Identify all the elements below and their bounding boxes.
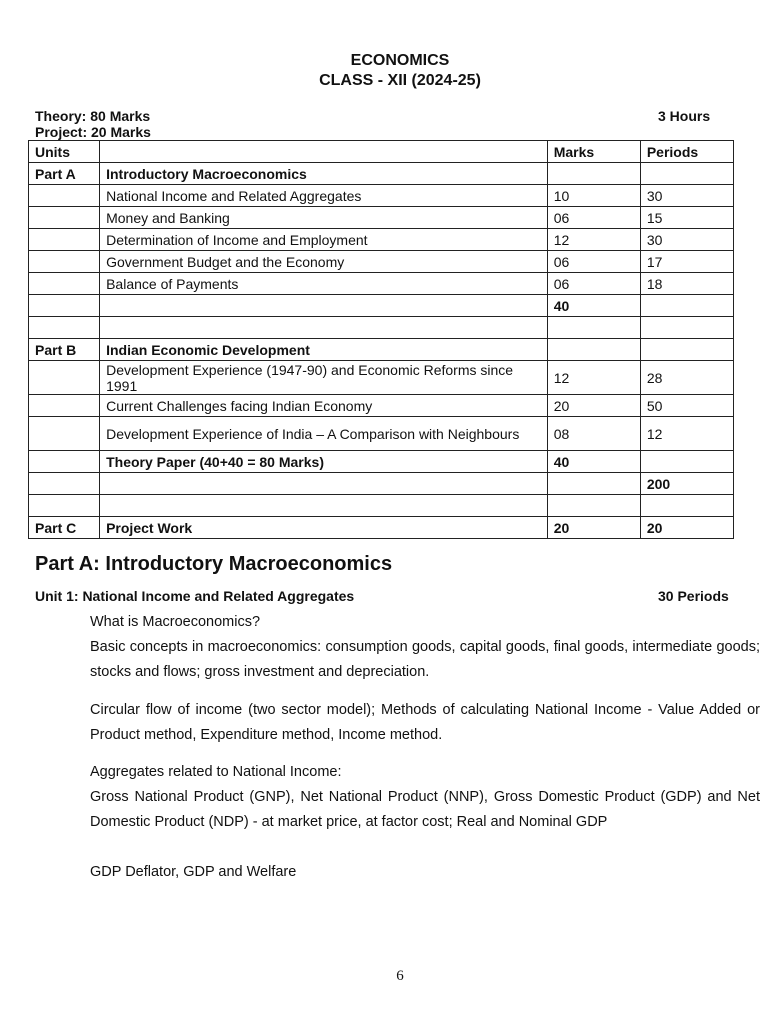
periods-cell: 28 <box>640 361 733 395</box>
table-row <box>29 339 734 361</box>
table-row <box>29 317 734 339</box>
periods-cell <box>640 339 733 361</box>
unit-name: Determination of Income and Employment <box>100 229 548 251</box>
part-title: Introductory Macroeconomics <box>100 163 548 185</box>
table-row <box>29 451 734 473</box>
marks-cell <box>547 339 640 361</box>
part-label <box>29 207 100 229</box>
marks-cell: 06 <box>547 207 640 229</box>
subtotal-marks: 40 <box>547 295 640 317</box>
periods-cell: 20 <box>640 517 733 539</box>
periods-cell: 15 <box>640 207 733 229</box>
paragraph: Aggregates related to National Income: <box>90 764 342 780</box>
unit-name: Money and Banking <box>100 207 548 229</box>
total-periods: 200 <box>640 473 733 495</box>
periods-cell: 18 <box>640 273 733 295</box>
part-label <box>29 251 100 273</box>
part-label <box>29 273 100 295</box>
periods-cell: 12 <box>640 417 733 451</box>
unit-name: Development Experience (1947-90) and Economic Reforms since 1991 <box>100 361 548 395</box>
unit-name: National Income and Related Aggregates <box>100 185 548 207</box>
part-label <box>29 229 100 251</box>
part-label <box>29 295 100 317</box>
project-marks: Project: 20 Marks <box>35 124 151 140</box>
paragraph: GDP Deflator, GDP and Welfare <box>90 864 297 880</box>
unit-name <box>100 473 548 495</box>
table-row <box>29 495 734 517</box>
periods-cell: 50 <box>640 395 733 417</box>
periods-cell <box>640 317 733 339</box>
unit-name: Balance of Payments <box>100 273 548 295</box>
marks-cell: 08 <box>547 417 640 451</box>
part-label <box>29 451 100 473</box>
table-row <box>29 185 734 207</box>
part-label <box>29 317 100 339</box>
periods-cell <box>640 163 733 185</box>
unit-name: Government Budget and the Economy <box>100 251 548 273</box>
marks-cell <box>547 317 640 339</box>
periods-cell: 30 <box>640 229 733 251</box>
table-row <box>29 295 734 317</box>
marks-cell: 10 <box>547 185 640 207</box>
periods-cell <box>640 495 733 517</box>
table-row <box>29 229 734 251</box>
table-row <box>29 417 734 451</box>
theory-paper-total: Theory Paper (40+40 = 80 Marks) <box>100 451 548 473</box>
part-label <box>29 495 100 517</box>
table-row <box>29 163 734 185</box>
table-row <box>29 395 734 417</box>
table-row <box>29 251 734 273</box>
table-header-row <box>29 141 734 163</box>
duration: 3 Hours <box>658 108 711 124</box>
unit-name <box>100 495 548 517</box>
part-label: Part A <box>29 163 100 185</box>
paragraph: Circular flow of income (two sector model); Methods of calculating National Income - Value Added or Product method, Expenditure method, Income method. <box>90 702 760 743</box>
periods-cell: 30 <box>640 185 733 207</box>
header-marks: Marks <box>547 141 640 163</box>
subtotal-marks: 40 <box>547 451 640 473</box>
unit-name <box>100 317 548 339</box>
periods-cell <box>640 295 733 317</box>
marks-cell: 12 <box>547 361 640 395</box>
header-blank <box>100 141 548 163</box>
marks-cell: 12 <box>547 229 640 251</box>
paragraph: Basic concepts in macroeconomics: consumption goods, capital goods, final goods, intermediate goods; stocks and flows; gross investment and depreciation. <box>90 639 760 680</box>
part-label: Part B <box>29 339 100 361</box>
paragraph: Gross National Product (GNP), Net National Product (NNP), Gross Domestic Product (GDP) and Net Domestic Product (NDP) - at market price, at factor cost; Real and Nominal GDP <box>90 789 760 830</box>
marks-cell: 20 <box>547 517 640 539</box>
theory-marks: Theory: 80 Marks <box>35 108 151 124</box>
page-number: 6 <box>396 968 404 984</box>
paragraph: What is Macroeconomics? <box>90 614 261 630</box>
header-periods: Periods <box>640 141 733 163</box>
syllabus-table <box>28 140 734 539</box>
table-row <box>29 361 734 395</box>
document-title: ECONOMICS <box>350 52 450 69</box>
marks-cell <box>547 163 640 185</box>
unit-periods: 30 Periods <box>658 588 729 604</box>
table-row <box>29 207 734 229</box>
part-label <box>29 473 100 495</box>
table-row <box>29 473 734 495</box>
part-label <box>29 417 100 451</box>
part-label <box>29 361 100 395</box>
part-title: Indian Economic Development <box>100 339 548 361</box>
marks-cell: 06 <box>547 273 640 295</box>
part-label: Part C <box>29 517 100 539</box>
unit-title: Unit 1: National Income and Related Aggregates <box>35 588 355 604</box>
unit-name: Current Challenges facing Indian Economy <box>100 395 548 417</box>
marks-cell: 20 <box>547 395 640 417</box>
marks-cell: 06 <box>547 251 640 273</box>
marks-cell <box>547 495 640 517</box>
part-label <box>29 185 100 207</box>
periods-cell <box>640 451 733 473</box>
periods-cell: 17 <box>640 251 733 273</box>
class-title: CLASS - XII (2024-25) <box>319 72 481 89</box>
part-title: Project Work <box>100 517 548 539</box>
unit-name <box>100 295 548 317</box>
unit-name: Development Experience of India – A Comparison with Neighbours <box>100 417 548 451</box>
section-heading: Part A: Introductory Macroeconomics <box>35 553 393 575</box>
part-label <box>29 395 100 417</box>
marks-cell <box>547 473 640 495</box>
table-row <box>29 273 734 295</box>
header-units: Units <box>29 141 100 163</box>
table-row <box>29 517 734 539</box>
